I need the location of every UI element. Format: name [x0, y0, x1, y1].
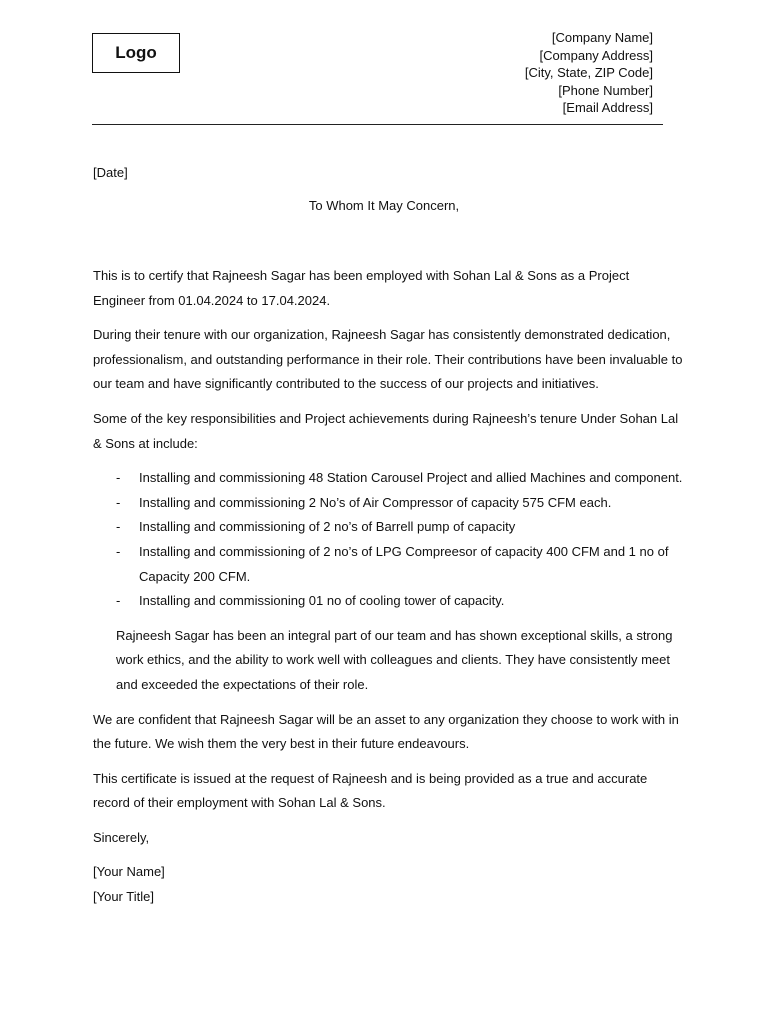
logo-placeholder: [92, 33, 180, 73]
company-email: [Email Address]: [562, 100, 653, 116]
bullet-marker: -: [116, 494, 121, 510]
performance-paragraph: During their tenure with our organization, Rajneesh Sagar has consistently demonstrated dedication, professionalism, and outstanding performance in their role. Their contributions have been invaluable to our team and have significantly contributed to the success of our projects and initiatives.: [93, 327, 683, 392]
closing-block: [93, 826, 683, 910]
list-item-text: Installing and commissioning 01 no of cooling tower of capacity.: [139, 593, 505, 609]
responsibilities-intro: Some of the key responsibilities and Project achievements during Rajneesh’s tenure Under Sohan Lal & Sons at include:: [93, 410, 679, 451]
logo-label: Logo: [115, 43, 157, 62]
company-info-block: [525, 29, 653, 117]
responsibilities-list: [93, 466, 683, 614]
list-item: [93, 589, 683, 614]
company-name: [Company Name]: [551, 30, 653, 45]
company-address: [Company Address]: [539, 47, 653, 63]
list-item: [93, 491, 683, 516]
company-phone: [Phone Number]: [558, 82, 653, 98]
letter-body: [93, 264, 683, 910]
certification-paragraph: This is to certify that Rajneesh Sagar has been employed with Sohan Lal & Sons as a Project Engineer from 01.04.2024 to 17.04.2024.: [93, 268, 630, 308]
signer-title: [Your Title]: [93, 889, 154, 905]
closing-phrase: Sincerely,: [93, 829, 150, 845]
header-divider: [92, 124, 663, 125]
letter-date: [Date]: [93, 165, 128, 180]
bullet-marker: -: [116, 593, 121, 609]
bullet-marker: -: [116, 470, 121, 486]
bullet-marker: -: [116, 543, 121, 559]
company-city-state-zip: [City, State, ZIP Code]: [524, 65, 653, 81]
list-item: [93, 540, 683, 589]
signer-name: [Your Name]: [93, 864, 165, 880]
list-item-text: Installing and commissioning 2 No’s of Air Compressor of capacity 575 CFM each.: [139, 494, 612, 510]
confidence-paragraph: We are confident that Rajneesh Sagar will be an asset to any organization they choose to work with in the future. We wish them the very best in their future endeavours.: [93, 711, 679, 752]
list-item-text: Installing and commissioning of 2 no’s of LPG Compreesor of capacity 400 CFM and 1 no of Capacity 200 CFM.: [139, 543, 669, 584]
list-item: [93, 515, 683, 540]
integral-part-paragraph: Rajneesh Sagar has been an integral part of our team and has shown exceptional skills, a strong work ethics, and the ability to work well with colleagues and clients. They have consistently meet and exceeded the expectations of their role.: [116, 627, 673, 692]
bullet-marker: -: [116, 519, 121, 535]
list-item-text: Installing and commissioning 48 Station Carousel Project and allied Machines and component.: [139, 470, 683, 486]
list-item: [93, 466, 683, 491]
issuance-paragraph: This certificate is issued at the request of Rajneesh and is being provided as a true and accurate record of their employment with Sohan Lal & Sons.: [93, 770, 648, 811]
salutation: To Whom It May Concern,: [308, 198, 460, 213]
list-item-text: Installing and commissioning of 2 no’s of Barrell pump of capacity: [139, 519, 516, 535]
